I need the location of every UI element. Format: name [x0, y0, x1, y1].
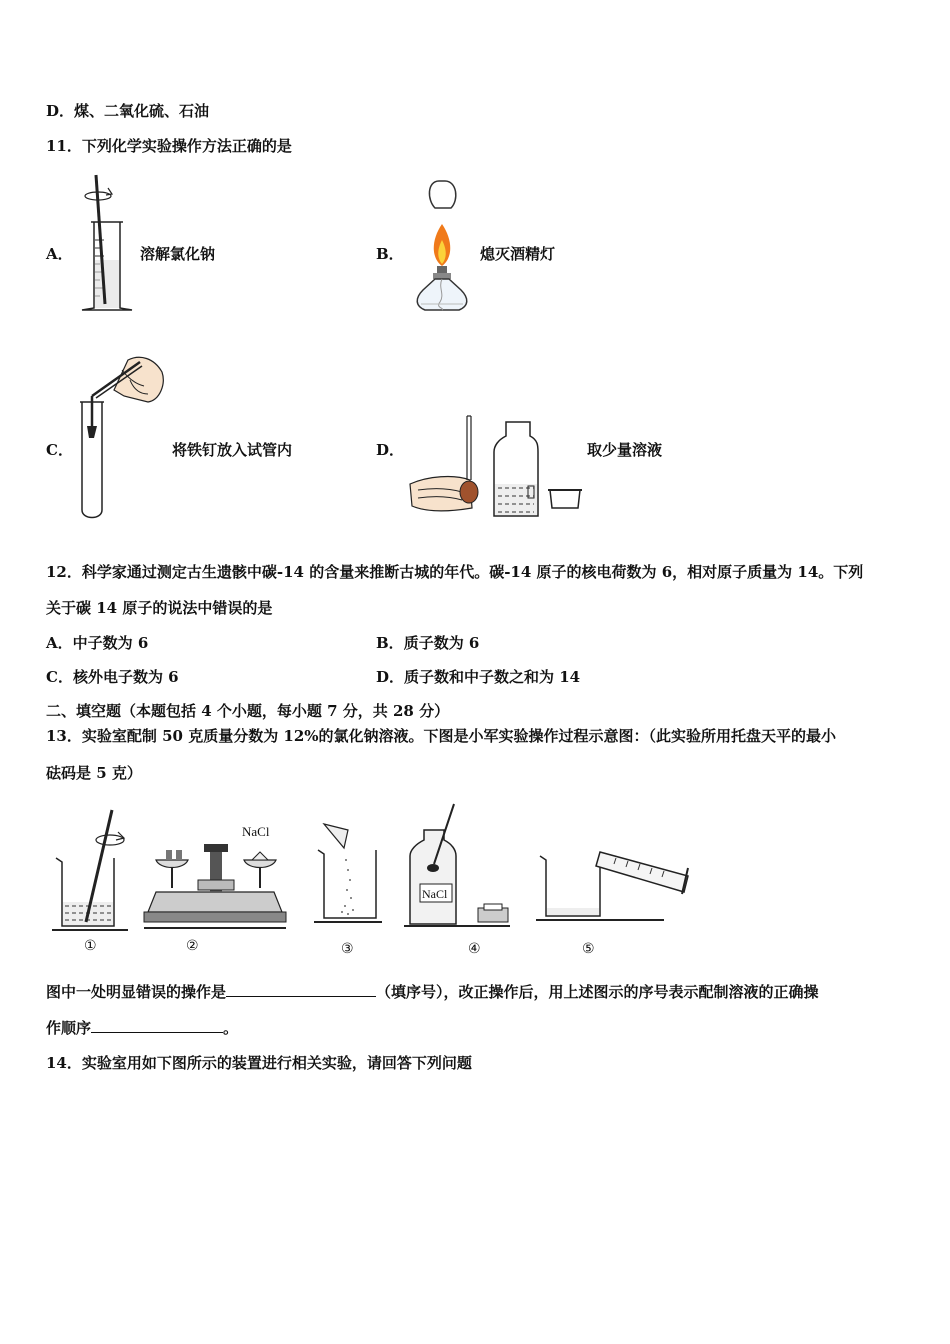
step1-beaker-stirring [52, 810, 128, 930]
test-tube-nail-figure [78, 350, 168, 522]
fill-end: 。 [223, 1019, 239, 1037]
alcohol-lamp-figure [405, 178, 475, 316]
option-text: 质子数和中子数之和为 14 [404, 668, 581, 686]
q11-option-d-text: 取少量溶液 [587, 441, 663, 459]
q11-option-a-label: A． [46, 245, 73, 263]
option-label: D． [46, 102, 75, 120]
top-option-d [46, 101, 209, 121]
step5-cylinder-pour [536, 852, 688, 920]
step4-reagent-bottle [404, 804, 510, 926]
fill-text-2: （填序号），改正操作后，用上述图示的序号表示配制溶液的正确操 [376, 983, 819, 1001]
q11-option-b-label: B． [376, 245, 404, 263]
q13-stem-line2: 砝码是 5 克） [46, 764, 142, 782]
option-text: 煤、二氧化硫、石油 [74, 102, 210, 120]
option-label: D． [376, 668, 405, 686]
step-number-5: ⑤ [582, 941, 595, 957]
q12-stem-line2: 关于碳 14 原子的说法中错误的是 [46, 599, 273, 617]
step-number-4: ④ [468, 941, 481, 957]
option-text: 核外电子数为 6 [72, 668, 179, 686]
nacl-bottle-label: NaCl [422, 887, 448, 901]
option-text: 质子数为 6 [403, 634, 480, 652]
q11-option-c-text: 将铁钉放入试管内 [172, 441, 293, 459]
fill-text-3: 作顺序 [46, 1019, 92, 1037]
step3-pour-solid [314, 824, 382, 922]
step-number-1: ① [84, 938, 97, 954]
nacl-label: NaCl [242, 824, 270, 839]
answer-blank-2[interactable] [91, 1018, 223, 1033]
q12-option-a [46, 633, 148, 653]
q12-stem-line1: 12．科学家通过测定古生遗骸中碳-14 的含量来推断古城的年代。碳-14 原子的核电荷数为 6，相对原子质量为 14。下列 [46, 563, 864, 581]
q11-option-c-label: C． [46, 441, 73, 459]
q11-option-b-text: 熄灭酒精灯 [480, 245, 556, 263]
option-label: C． [46, 668, 73, 686]
q12-option-b [376, 633, 479, 653]
step2-balance [144, 824, 286, 928]
q13-fill-line1 [46, 982, 819, 1002]
q13-stem-line1: 13．实验室配制 50 克质量分数为 12%的氯化钠溶液。下图是小军实验操作过程示意图：（此实验所用托盘天平的最小 [46, 727, 837, 745]
section-2-heading: 二、填空题（本题包括 4 个小题，每小题 7 分，共 28 分） [46, 702, 450, 720]
dropper-bottle-figure [408, 412, 588, 520]
q14-stem: 14．实验室用如下图所示的装置进行相关实验，请回答下列问题 [46, 1054, 472, 1072]
cylinder-stirring-figure [78, 170, 138, 316]
option-text: 中子数为 6 [72, 634, 149, 652]
q13-fill-line2 [46, 1018, 238, 1038]
q11-stem: 11．下列化学实验操作方法正确的是 [46, 137, 292, 155]
step-number-3: ③ [341, 941, 354, 957]
q12-option-d [376, 667, 580, 687]
q11-option-a-text: 溶解氯化钠 [140, 245, 216, 263]
step-number-2: ② [186, 938, 199, 954]
q12-option-c [46, 667, 179, 687]
option-label: B． [376, 634, 404, 652]
q11-option-d-label: D． [376, 441, 405, 459]
option-label: A． [46, 634, 73, 652]
answer-blank-1[interactable] [226, 982, 376, 997]
fill-text-1: 图中一处明显错误的操作是 [46, 983, 227, 1001]
solution-prep-figure [48, 800, 708, 966]
